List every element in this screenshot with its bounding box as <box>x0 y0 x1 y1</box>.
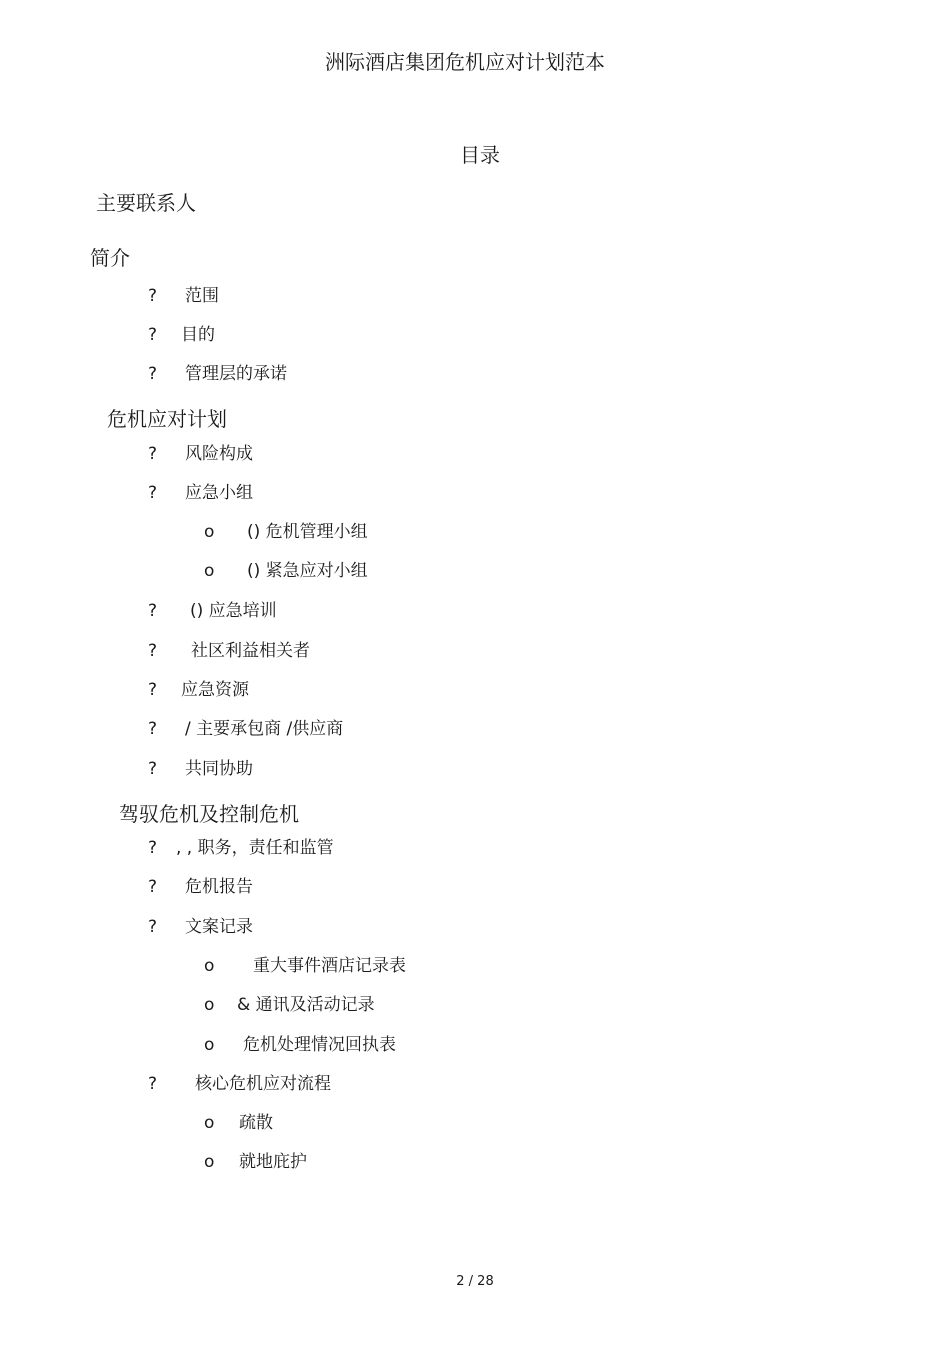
toc-item-core-response-procedures: 核心危机应对流程 <box>195 1074 331 1094</box>
toc-subitem-crisis-management-team: () 危机管理小组 <box>247 522 368 542</box>
toc-bullet: ? <box>148 917 158 937</box>
toc-item-scope: 范围 <box>185 286 219 306</box>
toc-sub-bullet: o <box>204 522 215 542</box>
toc-bullet: ? <box>148 680 158 700</box>
toc-bullet: ? <box>148 444 158 464</box>
toc-bullet: ? <box>148 364 158 384</box>
toc-bullet: ? <box>148 641 158 661</box>
toc-item-crisis-report: 危机报告 <box>185 877 253 897</box>
toc-bullet: ? <box>148 1074 158 1094</box>
toc-subitem-communication-log: & 通讯及活动记录 <box>237 995 375 1015</box>
toc-item-emergency-team: 应急小组 <box>185 483 253 503</box>
toc-sub-bullet: o <box>204 995 215 1015</box>
toc-bullet: ? <box>148 286 158 306</box>
toc-sub-bullet: o <box>204 1152 215 1172</box>
toc-subitem-emergency-response-team: () 紧急应对小组 <box>247 561 368 581</box>
toc-bullet: ? <box>148 719 158 739</box>
page-number: 2 / 28 <box>456 1274 494 1289</box>
toc-section-introduction: 简介 <box>90 246 130 270</box>
toc-item-contractors-suppliers: / 主要承包商 /供应商 <box>185 719 344 739</box>
toc-bullet: ? <box>148 838 158 858</box>
toc-item-documentation: 文案记录 <box>185 917 253 937</box>
toc-sub-bullet: o <box>204 561 215 581</box>
toc-section-crisis-control: 驾驭危机及控制危机 <box>119 802 299 826</box>
toc-subitem-shelter-in-place: 就地庇护 <box>239 1152 307 1172</box>
toc-bullet: ? <box>148 325 158 345</box>
toc-item-emergency-training: () 应急培训 <box>190 601 277 621</box>
toc-subitem-evacuation: 疏散 <box>239 1113 273 1133</box>
toc-item-risk-composition: 风险构成 <box>185 444 253 464</box>
document-header-title: 洲际酒店集团危机应对计划范本 <box>325 50 605 74</box>
toc-section-key-contacts: 主要联系人 <box>96 191 196 215</box>
toc-item-purpose: 目的 <box>181 325 215 345</box>
toc-section-crisis-response-plan: 危机应对计划 <box>107 407 227 431</box>
toc-bullet: ? <box>148 877 158 897</box>
toc-bullet: ? <box>148 601 158 621</box>
toc-sub-bullet: o <box>204 1113 215 1133</box>
toc-sub-bullet: o <box>204 956 215 976</box>
toc-bullet: ? <box>148 483 158 503</box>
toc-subitem-major-incident-record: 重大事件酒店记录表 <box>253 956 406 976</box>
toc-sub-bullet: o <box>204 1035 215 1055</box>
toc-item-mutual-assistance: 共同协助 <box>185 759 253 779</box>
toc-item-roles-responsibilities: , , 职务，责任和监管 <box>176 838 334 858</box>
toc-bullet: ? <box>148 759 158 779</box>
toc-title: 目录 <box>460 143 500 167</box>
toc-item-community-stakeholders: 社区利益相关者 <box>191 641 310 661</box>
toc-subitem-crisis-handling-receipt: 危机处理情况回执表 <box>243 1035 396 1055</box>
toc-item-emergency-resources: 应急资源 <box>181 680 249 700</box>
toc-item-management-commitment: 管理层的承诺 <box>185 364 287 384</box>
